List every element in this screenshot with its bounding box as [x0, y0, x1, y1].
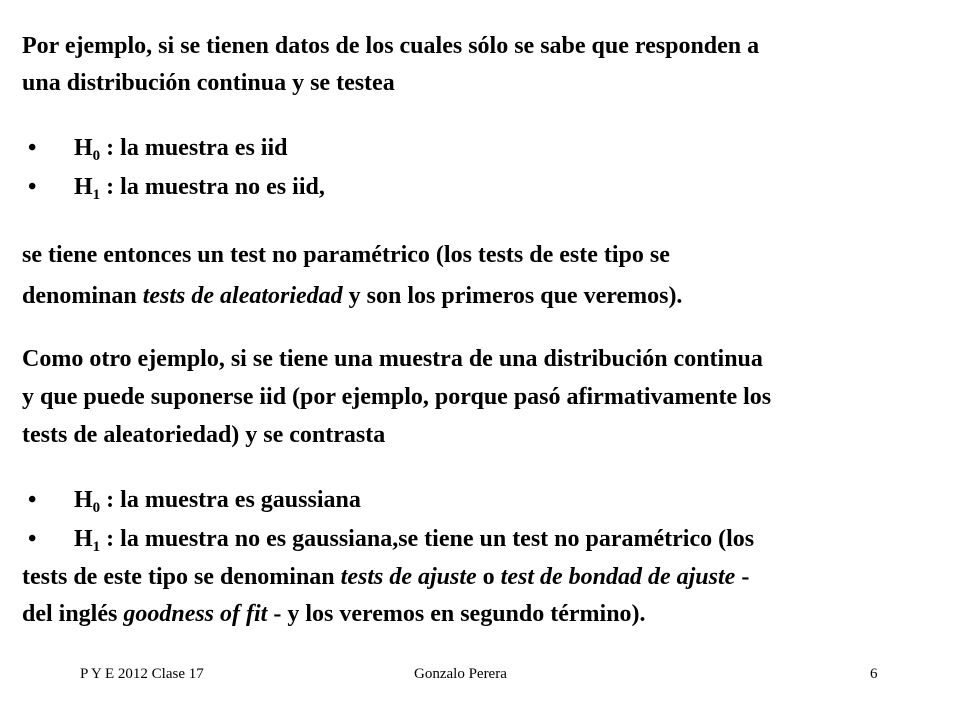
text-segment: - [735, 564, 750, 590]
text-segment: - y los veremos en segundo término). [267, 601, 646, 627]
text-segment: denominan [22, 283, 143, 309]
h-subscript: 1 [92, 539, 101, 555]
paragraph-2-line-2 [22, 281, 682, 311]
paragraph-1-line-1: Por ejemplo, si se tienen datos de los cuales sólo se sabe que responden a [22, 33, 760, 59]
paragraph-3-line-1: Como otro ejemplo, si se tiene una muestra de una distribución continua [22, 346, 763, 372]
footer-author: Gonzalo Perera [414, 666, 507, 682]
hypothesis-h0-gaussian [22, 485, 361, 515]
h-subscript: 0 [92, 148, 101, 164]
bullet-icon: • [28, 487, 37, 513]
bullet-icon: • [28, 526, 37, 552]
text-segment: del inglés [22, 601, 124, 627]
hypothesis-h1-not-gaussian [22, 524, 754, 554]
h-subscript: 1 [92, 187, 101, 203]
h-letter: H [74, 526, 93, 552]
h-subscript: 0 [92, 500, 101, 516]
h-letter: H [74, 135, 93, 161]
page-number: 6 [870, 666, 878, 682]
hypothesis-h1-not-iid [22, 172, 325, 202]
paragraph-3-line-2: y que puede suponerse iid (por ejemplo, porque pasó afirmativamente los [22, 384, 772, 410]
paragraph-1-line-2: una distribución continua y se testea [22, 70, 395, 96]
italic-term: tests de ajuste [340, 564, 477, 590]
text-segment: tests de este tipo se denominan [22, 564, 341, 590]
paragraph-4-line-1 [22, 562, 749, 592]
italic-term: goodness of fit [123, 601, 268, 627]
h-letter: H [74, 174, 93, 200]
hypothesis-h0-iid [22, 133, 287, 163]
paragraph-3-line-3: tests de aleatoriedad) y se contrasta [22, 422, 386, 448]
italic-term: test de bondad de ajuste [500, 564, 736, 590]
text-segment: o [476, 564, 501, 590]
hypothesis-text: : la muestra no es iid, [100, 174, 325, 200]
paragraph-4-line-2 [22, 599, 646, 629]
footer-course: P Y E 2012 Clase 17 [80, 666, 204, 682]
hypothesis-text: : la muestra es iid [100, 135, 288, 161]
bullet-icon: • [28, 135, 37, 161]
h-letter: H [74, 487, 93, 513]
paragraph-2-line-1: se tiene entonces un test no paramétrico (los tests de este tipo se [22, 242, 670, 268]
italic-term: tests de aleatoriedad [142, 283, 343, 309]
text-segment: y son los primeros que veremos). [342, 283, 683, 309]
bullet-icon: • [28, 174, 37, 200]
hypothesis-text: : la muestra no es gaussiana,se tiene un test no paramétrico (los [100, 526, 755, 552]
hypothesis-text: : la muestra es gaussiana [100, 487, 361, 513]
